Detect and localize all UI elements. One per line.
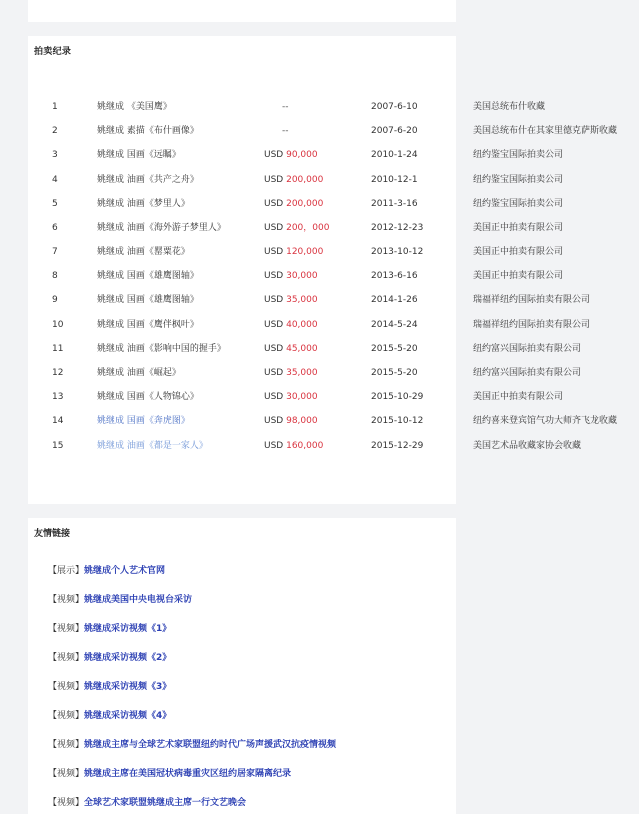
auction-row-price bbox=[264, 414, 318, 428]
auction-row-work: 姚继成 国画《雄鹰图轴》 bbox=[97, 295, 199, 305]
friend-link-tag: 【展示】 bbox=[48, 566, 85, 576]
friend-link-text[interactable]: 姚继成主席在美国冠状病毒重灾区纽约居家隔离纪录 bbox=[84, 769, 292, 779]
friend-link-tag: 【视频】 bbox=[48, 682, 85, 692]
auction-row-currency: USD bbox=[264, 344, 284, 354]
auction-row-number: 2 bbox=[52, 126, 58, 136]
friend-link-tag: 【视频】 bbox=[48, 624, 85, 634]
auction-row-venue: 纽约富兴国际拍卖有限公司 bbox=[473, 344, 582, 354]
auction-row-number: 13 bbox=[52, 392, 64, 402]
friend-link-item[interactable] bbox=[48, 738, 336, 752]
auction-row-price: -- bbox=[282, 126, 289, 136]
auction-row-currency: USD bbox=[264, 416, 284, 426]
auction-row-amount: 160,000 bbox=[286, 441, 324, 451]
auction-row-venue: 纽约鉴宝国际拍卖公司 bbox=[473, 150, 564, 160]
auction-row-amount: 120,000 bbox=[286, 247, 324, 257]
top-card bbox=[28, 0, 456, 22]
auction-row bbox=[28, 318, 639, 332]
auction-row-work: 姚继成 素描《布什画像》 bbox=[97, 126, 199, 136]
auction-row-date: 2010-12-1 bbox=[371, 175, 418, 185]
auction-row-work[interactable]: 姚继成 国画《奔虎图》 bbox=[97, 416, 190, 426]
auction-row-price bbox=[264, 318, 318, 332]
auction-row-price bbox=[264, 293, 318, 307]
auction-row-date: 2013-10-12 bbox=[371, 247, 424, 257]
auction-row-currency: USD bbox=[264, 199, 284, 209]
auction-row-price: -- bbox=[282, 102, 289, 112]
auction-row-number: 14 bbox=[52, 416, 64, 426]
auction-row bbox=[28, 148, 639, 162]
auction-row-price bbox=[264, 245, 323, 259]
auction-row-venue: 美国正中拍卖有限公司 bbox=[473, 271, 564, 281]
auction-row-currency: USD bbox=[264, 223, 284, 233]
auction-row bbox=[28, 124, 639, 138]
auction-row-venue: 纽约鉴宝国际拍卖公司 bbox=[473, 199, 564, 209]
friend-link-tag: 【视频】 bbox=[48, 740, 85, 750]
auction-row-number: 8 bbox=[52, 271, 58, 281]
friend-link-tag: 【视频】 bbox=[48, 769, 85, 779]
auction-row bbox=[28, 197, 639, 211]
auction-row-number: 10 bbox=[52, 320, 64, 330]
auction-row-amount: 45,000 bbox=[286, 344, 318, 354]
friend-link-text[interactable]: 姚继成主席与全球艺术家联盟纽约时代广场声援武汉抗疫情视频 bbox=[84, 740, 337, 750]
friend-link-item[interactable] bbox=[48, 564, 165, 578]
auction-row-date: 2015-12-29 bbox=[371, 441, 424, 451]
auction-row-number: 4 bbox=[52, 175, 58, 185]
auction-row-number: 5 bbox=[52, 199, 58, 209]
auction-row bbox=[28, 173, 639, 187]
friend-link-text[interactable]: 姚继成采访视频《2》 bbox=[84, 653, 172, 663]
auction-row-work: 姚继成 国画《远瞩》 bbox=[97, 150, 181, 160]
auction-row-work: 姚继成 油画《崛起》 bbox=[97, 368, 181, 378]
friend-links-title: 友情链接 bbox=[34, 529, 71, 539]
friend-link-text[interactable]: 姚继成个人艺术官网 bbox=[84, 566, 166, 576]
auction-row bbox=[28, 221, 639, 235]
auction-row-date: 2015-5-20 bbox=[371, 368, 418, 378]
auction-row-currency: USD bbox=[264, 320, 284, 330]
auction-row-venue: 瑞福祥纽约国际拍卖有限公司 bbox=[473, 295, 591, 305]
auction-row-date: 2007-6-20 bbox=[371, 126, 418, 136]
auction-row-amount: 35,000 bbox=[286, 295, 318, 305]
auction-row-venue: 美国总统布什收藏 bbox=[473, 102, 546, 112]
auction-row-work: 姚继成 《美国鹰》 bbox=[97, 102, 172, 112]
auction-row-work: 姚继成 国画《鹰伴枫叶》 bbox=[97, 320, 199, 330]
auction-row-number: 15 bbox=[52, 441, 64, 451]
auction-row-amount: 40,000 bbox=[286, 320, 318, 330]
auction-row-currency: USD bbox=[264, 392, 284, 402]
auction-row-date: 2015-10-12 bbox=[371, 416, 424, 426]
auction-row-work: 姚继成 国画《人物锦心》 bbox=[97, 392, 199, 402]
friend-link-text[interactable]: 全球艺术家联盟姚继成主席一行文艺晚会 bbox=[84, 798, 247, 808]
friend-link-tag: 【视频】 bbox=[48, 595, 85, 605]
auction-row-date: 2012-12-23 bbox=[371, 223, 424, 233]
friend-link-tag: 【视频】 bbox=[48, 798, 85, 808]
auction-row-price bbox=[264, 269, 318, 283]
auction-row bbox=[28, 269, 639, 283]
auction-row-work: 姚继成 油画《罂粟花》 bbox=[97, 247, 190, 257]
auction-row-work[interactable]: 姚继成 油画《都是一家人》 bbox=[97, 441, 208, 451]
auction-row-price bbox=[264, 390, 318, 404]
auction-row-work: 姚继成 国画《雄鹰图轴》 bbox=[97, 271, 199, 281]
auction-row-amount: 30,000 bbox=[286, 392, 318, 402]
auction-row-currency: USD bbox=[264, 368, 284, 378]
auction-row-currency: USD bbox=[264, 247, 284, 257]
auction-row-number: 11 bbox=[52, 344, 64, 354]
auction-row-price bbox=[264, 366, 318, 380]
friend-link-item[interactable] bbox=[48, 796, 246, 810]
auction-row-venue: 纽约鉴宝国际拍卖公司 bbox=[473, 175, 564, 185]
friend-link-text[interactable]: 姚继成采访视频《4》 bbox=[84, 711, 172, 721]
friend-link-item[interactable] bbox=[48, 709, 171, 723]
friend-link-text[interactable]: 姚继成采访视频《1》 bbox=[84, 624, 172, 634]
friend-link-tag: 【视频】 bbox=[48, 711, 85, 721]
auction-row-work: 姚继成 油画《梦里人》 bbox=[97, 199, 190, 209]
auction-row-currency: USD bbox=[264, 271, 284, 281]
auction-row-currency: USD bbox=[264, 175, 284, 185]
auction-row-currency: USD bbox=[264, 441, 284, 451]
auction-row-amount: 90,000 bbox=[286, 150, 318, 160]
auction-row-price bbox=[264, 342, 318, 356]
friend-link-item[interactable] bbox=[48, 593, 192, 607]
auction-row bbox=[28, 342, 639, 356]
auction-row bbox=[28, 293, 639, 307]
auction-row-amount: 30,000 bbox=[286, 271, 318, 281]
auction-row-number: 1 bbox=[52, 102, 58, 112]
auction-row-date: 2007-6-10 bbox=[371, 102, 418, 112]
friend-link-item[interactable] bbox=[48, 651, 171, 665]
auction-row-amount: 98,000 bbox=[286, 416, 318, 426]
friend-link-text[interactable]: 姚继成采访视频《3》 bbox=[84, 682, 172, 692]
auction-row-date: 2010-1-24 bbox=[371, 150, 418, 160]
auction-row bbox=[28, 245, 639, 259]
auction-row-date: 2015-5-20 bbox=[371, 344, 418, 354]
auction-row-number: 3 bbox=[52, 150, 58, 160]
auction-row-date: 2014-5-24 bbox=[371, 320, 418, 330]
auction-row bbox=[28, 366, 639, 380]
auction-row-amount: 200,000 bbox=[286, 199, 324, 209]
auction-row-number: 12 bbox=[52, 368, 64, 378]
auction-row-amount: 200，000 bbox=[286, 223, 330, 233]
auction-row-amount: 35,000 bbox=[286, 368, 318, 378]
auction-row-venue: 纽约富兴国际拍卖有限公司 bbox=[473, 368, 582, 378]
auction-row-date: 2015-10-29 bbox=[371, 392, 424, 402]
auction-row-number: 7 bbox=[52, 247, 58, 257]
auction-row-venue: 美国正中拍卖有限公司 bbox=[473, 247, 564, 257]
auction-row-price bbox=[264, 197, 323, 211]
auction-row bbox=[28, 414, 639, 428]
auction-row-venue: 美国正中拍卖有限公司 bbox=[473, 392, 564, 402]
auction-row-currency: USD bbox=[264, 295, 284, 305]
auction-row-venue: 纽约喜来登宾馆气功大师齐飞龙收藏 bbox=[473, 416, 618, 426]
auction-row-venue: 瑞福祥纽约国际拍卖有限公司 bbox=[473, 320, 591, 330]
auction-records-title: 拍卖纪录 bbox=[34, 47, 72, 57]
friend-link-item[interactable] bbox=[48, 622, 171, 636]
auction-row-amount: 200,000 bbox=[286, 175, 324, 185]
auction-row-price bbox=[264, 439, 323, 453]
auction-row bbox=[28, 390, 639, 404]
auction-row-date: 2014-1-26 bbox=[371, 295, 418, 305]
auction-row-date: 2013-6-16 bbox=[371, 271, 418, 281]
auction-row-number: 6 bbox=[52, 223, 58, 233]
friend-link-text[interactable]: 姚继成美国中央电视台采访 bbox=[84, 595, 193, 605]
auction-row-venue: 美国总统布什在其家里德克萨斯收藏 bbox=[473, 126, 618, 136]
auction-row-currency: USD bbox=[264, 150, 284, 160]
auction-row-venue: 美国艺术品收藏家协会收藏 bbox=[473, 441, 582, 451]
auction-row bbox=[28, 439, 639, 453]
auction-row-price bbox=[264, 221, 329, 235]
friend-link-item[interactable] bbox=[48, 767, 291, 781]
auction-row bbox=[28, 100, 639, 114]
auction-row-work: 姚继成 油画《共产之舟》 bbox=[97, 175, 199, 185]
friend-link-tag: 【视频】 bbox=[48, 653, 85, 663]
friend-link-item[interactable] bbox=[48, 680, 171, 694]
auction-row-work: 姚继成 油画《影响中国的握手》 bbox=[97, 344, 226, 354]
auction-row-number: 9 bbox=[52, 295, 58, 305]
auction-row-price bbox=[264, 148, 318, 162]
auction-row-date: 2011-3-16 bbox=[371, 199, 418, 209]
auction-row-work: 姚继成 油画《海外游子梦里人》 bbox=[97, 223, 226, 233]
auction-row-venue: 美国正中拍卖有限公司 bbox=[473, 223, 564, 233]
auction-row-price bbox=[264, 173, 323, 187]
